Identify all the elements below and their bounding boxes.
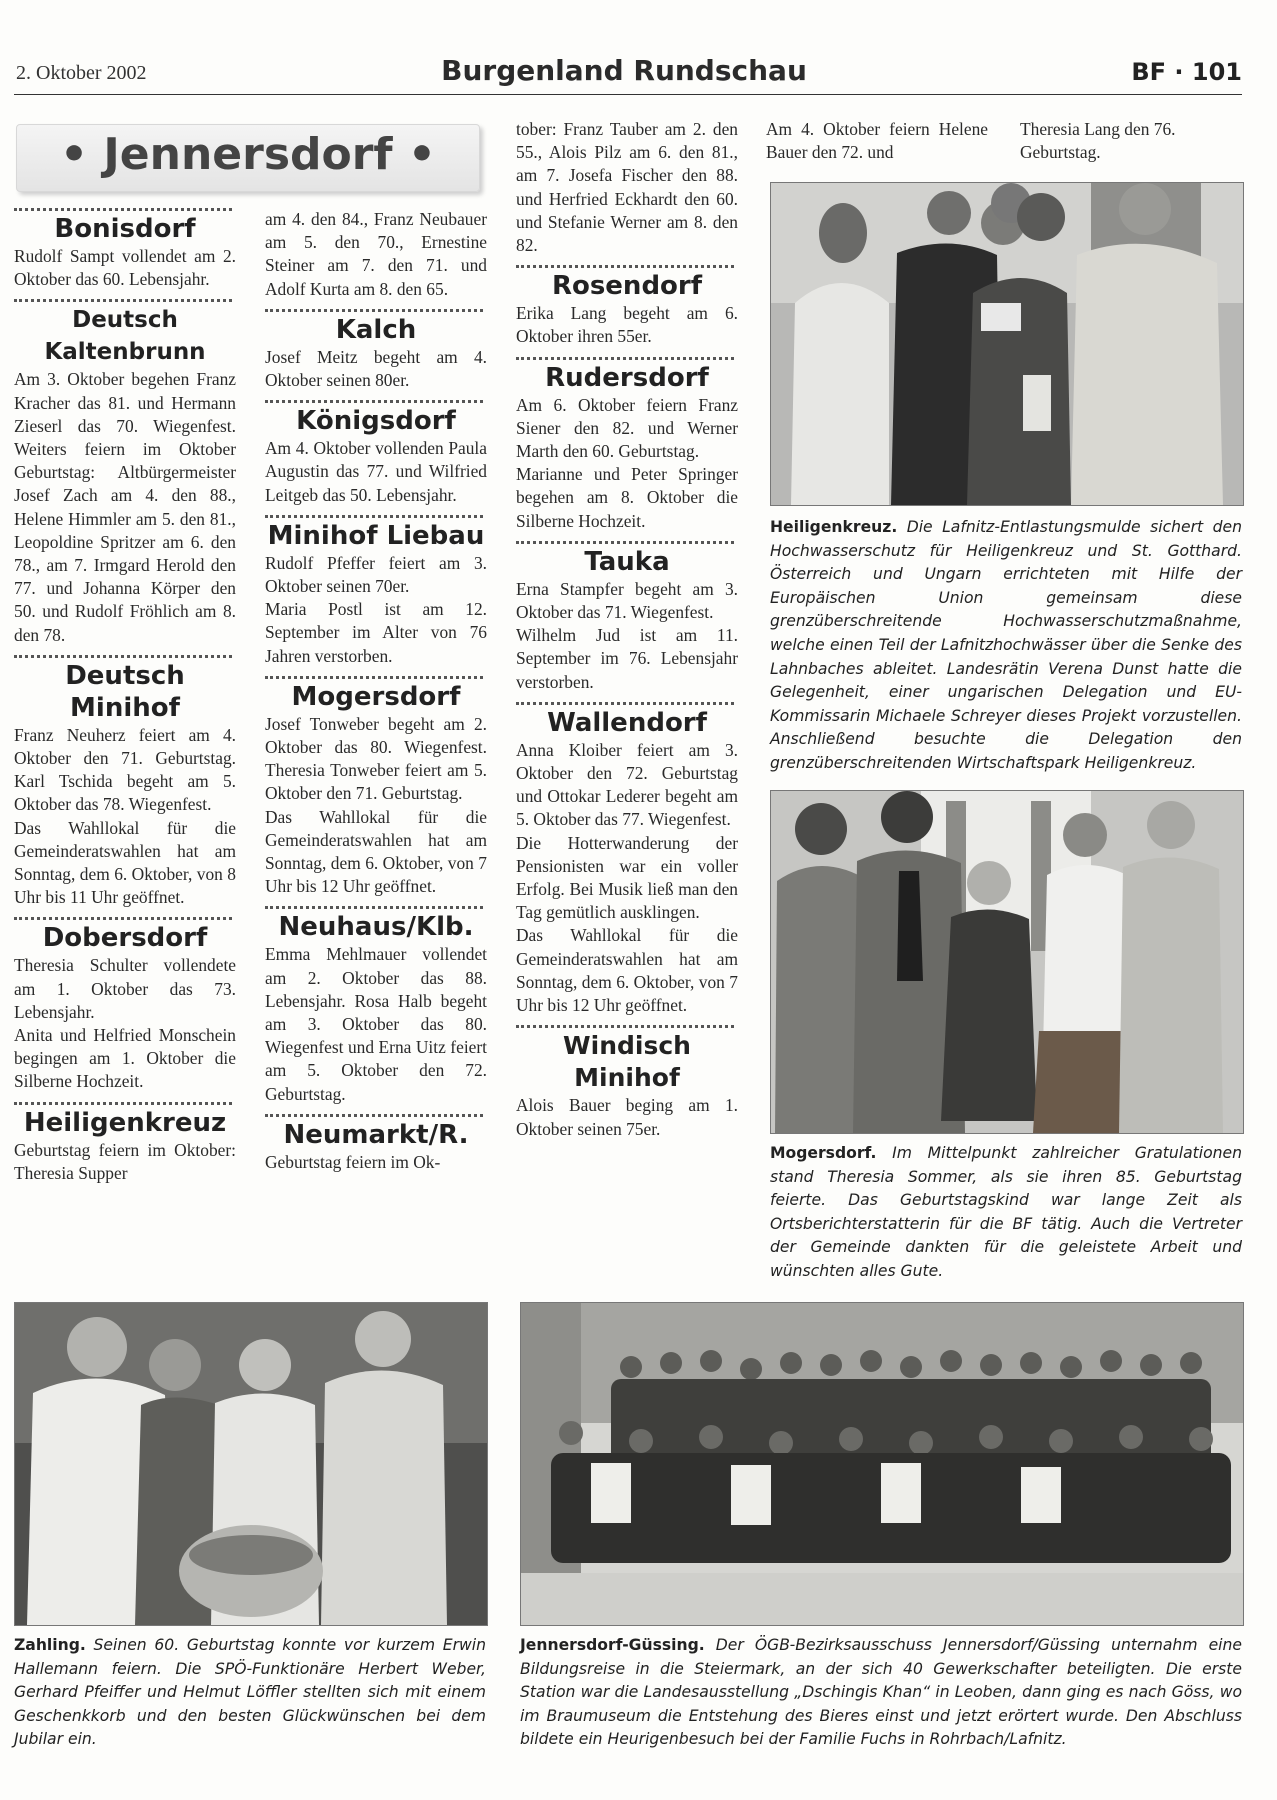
article-text: Anna Kloiber feiert am 3. Oktober den 72. Geburtstag und Ottokar Lederer begeht am 5. Oktober das 77. Wiegenfest. — [516, 739, 738, 830]
article-text: Rudolf Pfeffer feiert am 3. Oktober seinen 70er. — [265, 552, 487, 597]
place-heading: Rudersdorf — [545, 362, 709, 393]
photo-mogersdorf-birthday — [770, 790, 1244, 1134]
place-heading: Heiligenkreuz — [23, 1107, 227, 1138]
place-heading: Deutsch Minihof — [65, 660, 185, 723]
article-text: Am 6. Oktober feiern Franz Siener den 82. und Werner Marth den 60. Geburtstag. — [516, 394, 738, 462]
caption-zahling — [14, 1634, 486, 1752]
page-header — [14, 54, 1242, 95]
article-text: Die Hotterwanderung der Pensionisten war ein voller Erfolg. Bei Musik ließ man den Tag gemütlich ausklingen. — [516, 832, 738, 923]
place-heading: Deutsch Kaltenbrunn — [44, 307, 206, 366]
article-text: Maria Postl ist am 12. September im Alter von 76 Jahren verstorben. — [265, 599, 487, 666]
caption-place: Jennersdorf-Güssing. — [520, 1636, 705, 1654]
article-text: Theresia Schulter vollendete am 1. Oktober das 73. Lebensjahr. — [14, 955, 236, 1022]
column-4a — [766, 118, 988, 164]
place-heading: Rosendorf — [551, 271, 703, 302]
place-heading: Neumarkt/R. — [283, 1119, 469, 1150]
issue-date: 2. Oktober 2002 — [16, 62, 147, 84]
article-text: Josef Meitz begeht am 4. Oktober seinen 80er. — [265, 346, 487, 391]
article-text: tober: Franz Tauber am 2. den 55., Alois Pilz am 6. den 81., am 7. Josefa Fischer den 88. und Herfried Eckhardt den 60. und Stefanie Werner am 8. den 82. — [516, 119, 738, 256]
article-text: Am 4. Oktober feiern Helene Bauer den 72. und — [766, 119, 988, 163]
place-heading: Neuhaus/Klb. — [278, 912, 474, 943]
column-3 — [516, 118, 738, 1141]
newspaper-title: Burgenland Rundschau — [441, 54, 807, 87]
caption-place: Heiligenkreuz. — [770, 518, 898, 536]
article-text: Emma Mehlmauer vollendet am 2. Oktober das 88. Lebensjahr. Rosa Halb begeht am 3. Oktober das 80. Wiegenfest und Erna Uitz feiert am 5. Oktober den 72. Geburtstag. — [265, 944, 487, 1104]
page-number: BF · 101 — [1131, 58, 1242, 86]
column-2 — [265, 208, 487, 1174]
place-heading: Windisch Minihof — [563, 1031, 691, 1093]
article-text: Erna Stampfer begeht am 3. Oktober das 71. Wiegenfest. — [516, 578, 738, 623]
caption-text: Im Mittelpunkt zahlreicher Gratulationen stand Theresia Sommer, als sie ihren 85. Geburtstag feierte. Das Geburtstagskind war lange Zeit als Ortsberichterstatterin für die BF tätig. Auch die Vertreter der Gemeinde dankten für die geleistete Arbeit und wünschten alles Gute. — [770, 1144, 1242, 1280]
article-text: Geburtstag feiern im Oktober: Theresia Supper — [14, 1139, 236, 1183]
article-text: Josef Tonweber begeht am 2. Oktober das 80. Wiegenfest. Theresia Tonweber feiert am 5. Oktober den 71. Geburtstag. — [265, 713, 487, 804]
place-heading: Kalch — [335, 314, 417, 345]
article-text: Das Wahllokal für die Gemeinderatswahlen hat am Sonntag, dem 6. Oktober, von 7 Uhr bis 12 Uhr geöffnet. — [265, 806, 487, 897]
article-text: Am 4. Oktober vollenden Paula Augustin das 77. und Wilfried Leitgeb das 50. Lebensjahr. — [265, 438, 487, 505]
article-text: Alois Bauer beging am 1. Oktober seinen 75er. — [516, 1095, 738, 1139]
article-text: Rudolf Sampt vollendet am 2. Oktober das 60. Lebensjahr. — [14, 246, 236, 290]
article-text: Wilhelm Jud ist am 11. September im 76. Lebensjahr verstorben. — [516, 625, 738, 692]
photo-oegb-group — [520, 1302, 1244, 1626]
article-text: Am 3. Oktober begehen Franz Kracher das 81. und Hermann Zieserl das 70. Wiegenfest. Weiters feiern im Oktober Geburtstag: Altbürgermeister Josef Zach am 4. den 88., Helene Himmler am 5. den 81., Leopoldine Spritzer am 6. den 78., am 7. Irmgard Herold den 77. und Johanna Körper den 50. und Rudolf Fröhlich am 8. den 78. — [14, 369, 236, 645]
column-1 — [14, 208, 236, 1185]
photo-zahling-birthday — [14, 1302, 488, 1626]
caption-text: Der ÖGB-Bezirksausschuss Jennersdorf/Güssing unternahm eine Bildungsreise in die Steiermark, an der sich 40 Gewerkschafter beteiligten. Die erste Station war die Landesausstellung „Dschingis Khan“ in Leoben, dann ging es nach Göss, wo im Braumuseum die Entstehung des Bieres einst und jetzt erörtert wurde. Den Abschluss bildete ein Heurigenbesuch bei der Familie Fuchs in Rohrbach/Lafnitz. — [520, 1636, 1242, 1749]
caption-place: Zahling. — [14, 1636, 86, 1654]
place-heading: Dobersdorf — [42, 923, 208, 954]
photo-heiligenkreuz-delegation — [770, 182, 1244, 506]
place-heading: Königsdorf — [296, 406, 456, 437]
caption-guessing — [520, 1634, 1242, 1752]
column-4b — [1020, 118, 1242, 164]
section-title: • Jennersdorf • — [59, 129, 437, 180]
place-heading: Bonisdorf — [54, 214, 196, 244]
article-text: Geburtstag feiern im Ok- — [265, 1151, 441, 1172]
article-text: am 4. den 84., Franz Neubauer am 5. den 70., Ernestine Steiner am 7. den 71. und Adolf Kurta am 8. den 65. — [265, 209, 487, 299]
caption-text: Seinen 60. Geburtstag konnte vor kurzem Erwin Hallemann feiern. Die SPÖ-Funktionäre Herbert Weber, Gerhard Pfeiffer und Helmut Löffler stellten sich mit einem Geschenkkorb und den besten Glückwünschen bei dem Jubilar ein. — [14, 1636, 486, 1749]
article-text: Marianne und Peter Springer begehen am 8. Oktober die Silberne Hochzeit. — [516, 464, 738, 531]
place-heading: Tauka — [584, 546, 670, 577]
article-text: Das Wahllokal für die Gemeinderatswahlen hat am Sonntag, dem 6. Oktober, von 8 Uhr bis 11 Uhr geöffnet. — [14, 817, 236, 908]
article-text: Anita und Helfried Monschein begingen am 1. Oktober die Silberne Hochzeit. — [14, 1025, 236, 1092]
article-text: Franz Neuherz feiert am 4. Oktober den 71. Geburtstag. Karl Tschida begeht am 5. Oktober das 78. Wiegenfest. — [14, 724, 236, 815]
caption-mogersdorf — [770, 1142, 1242, 1284]
place-heading: Mogersdorf — [291, 681, 461, 712]
article-text: Das Wahllokal für die Gemeinderatswahlen hat am Sonntag, dem 6. Oktober, von 7 Uhr bis 12 Uhr geöffnet. — [516, 925, 738, 1016]
caption-text: Die Lafnitz-Entlastungsmulde sichert den Hochwasserschutz für Heiligenkreuz und St. Gotthard. Österreich und Ungarn errichteten mit Hilfe der Europäischen Union gemeinsam diese grenzüberschreitende Hochwasserschutzmaßnahme, welche einen Teil der Lafnitzhochwässer über die Senke des Lahnbaches ableitet. Landesrätin Verena Dunst hatte die Gelegenheit, einer ungarischen Delegation und EU-Kommissarin Michaele Schreyer dieses Projekt vorzustellen. Anschließend besuchte die Delegation den grenzüberschreitenden Wirtschaftspark Heiligenkreuz. — [770, 518, 1242, 772]
section-banner — [16, 124, 480, 192]
article-text: Erika Lang begeht am 6. Oktober ihren 55er. — [516, 303, 738, 347]
article-text: Theresia Lang den 76. Geburtstag. — [1020, 119, 1176, 163]
caption-heiligenkreuz — [770, 516, 1242, 776]
caption-place: Mogersdorf. — [770, 1144, 877, 1162]
place-heading: Wallendorf — [547, 707, 707, 738]
place-heading: Minihof Liebau — [267, 520, 485, 551]
